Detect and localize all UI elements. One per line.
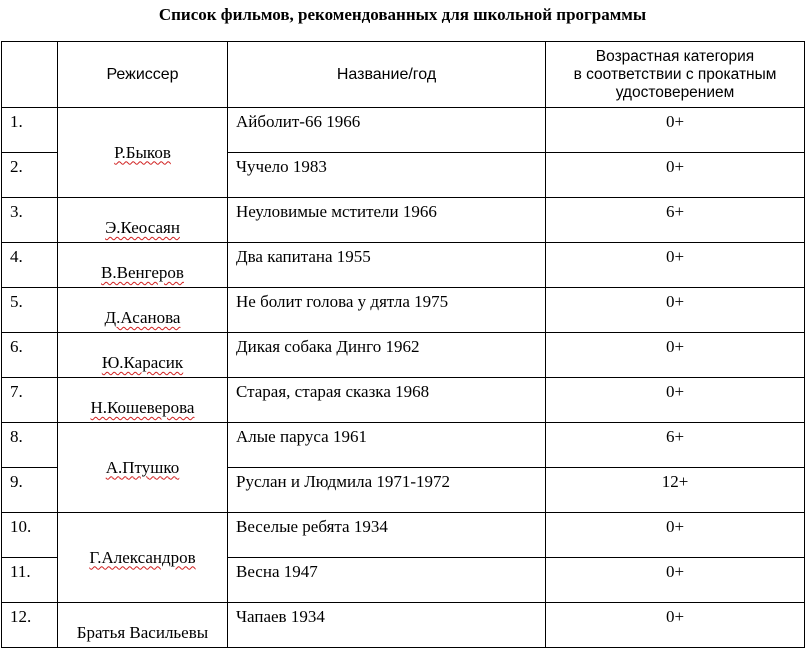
director-cell [58, 378, 228, 423]
films-table [1, 41, 805, 648]
row-number: 3. [2, 198, 58, 243]
film-title-year: Чучело 1983 [228, 153, 546, 198]
age-category: 6+ [546, 198, 805, 243]
film-title-year: Весна 1947 [228, 558, 546, 603]
film-title-year: Айболит-66 1966 [228, 108, 546, 153]
director-cell [58, 603, 228, 648]
header-director-label: Режиссер [106, 65, 179, 83]
table-row [2, 288, 805, 333]
film-title-year: Веселые ребята 1934 [228, 513, 546, 558]
director-cell [58, 423, 228, 513]
header-row [2, 42, 805, 108]
director-cell [58, 288, 228, 333]
director-name: Д.Асанова [104, 308, 181, 327]
director-name: Р.Быков [114, 142, 171, 162]
table-row [2, 423, 805, 468]
age-category: 0+ [546, 243, 805, 288]
header-age-line-1: Возрастная категория [595, 47, 755, 65]
table-row [2, 513, 805, 558]
age-category: 6+ [546, 423, 805, 468]
header-age-category [546, 42, 805, 108]
film-title-year: Дикая собака Динго 1962 [228, 333, 546, 378]
age-category: 0+ [546, 288, 805, 333]
row-number: 11. [2, 558, 58, 603]
header-title-year-label: Название/год [336, 65, 437, 83]
table-row [2, 603, 805, 648]
director-name: В.Венгеров [101, 263, 184, 282]
age-category: 0+ [546, 333, 805, 378]
table-row [2, 198, 805, 243]
director-cell [58, 513, 228, 603]
film-title-year: Два капитана 1955 [228, 243, 546, 288]
row-number: 6. [2, 333, 58, 378]
age-category: 12+ [546, 468, 805, 513]
header-title-year [228, 42, 546, 108]
film-title-year: Не болит голова у дятла 1975 [228, 288, 546, 333]
film-title-year: Старая, старая сказка 1968 [228, 378, 546, 423]
film-title-year: Руслан и Людмила 1971-1972 [228, 468, 546, 513]
age-category: 0+ [546, 558, 805, 603]
director-cell [58, 108, 228, 198]
row-number: 2. [2, 153, 58, 198]
director-name: Ю.Карасик [101, 353, 184, 372]
age-category: 0+ [546, 378, 805, 423]
film-title-year: Чапаев 1934 [228, 603, 546, 648]
director-name: Г.Александров [89, 547, 196, 567]
row-number: 4. [2, 243, 58, 288]
table-row [2, 243, 805, 288]
director-cell [58, 333, 228, 378]
director-name: Братья Васильевы [76, 623, 209, 642]
header-director [58, 42, 228, 108]
director-name: Э.Кеосаян [105, 218, 180, 237]
director-name: Н.Кошеверова [90, 398, 195, 417]
film-title-year: Алые паруса 1961 [228, 423, 546, 468]
age-category: 0+ [546, 513, 805, 558]
age-category: 0+ [546, 153, 805, 198]
film-title-year: Неуловимые мстители 1966 [228, 198, 546, 243]
director-cell [58, 243, 228, 288]
row-number: 8. [2, 423, 58, 468]
header-age-line-2: в соответствии с прокатным [573, 65, 777, 83]
row-number: 7. [2, 378, 58, 423]
header-age-line-3: удостоверением [615, 83, 735, 101]
row-number: 5. [2, 288, 58, 333]
header-number [2, 42, 58, 108]
table-row [2, 378, 805, 423]
table-row [2, 333, 805, 378]
director-cell [58, 198, 228, 243]
row-number: 10. [2, 513, 58, 558]
row-number: 1. [2, 108, 58, 153]
row-number: 12. [2, 603, 58, 648]
age-category: 0+ [546, 603, 805, 648]
age-category: 0+ [546, 108, 805, 153]
row-number: 9. [2, 468, 58, 513]
document-title: Список фильмов, рекомендованных для школьной программы [158, 5, 647, 24]
table-row [2, 108, 805, 153]
director-name: А.Птушко [105, 457, 180, 477]
